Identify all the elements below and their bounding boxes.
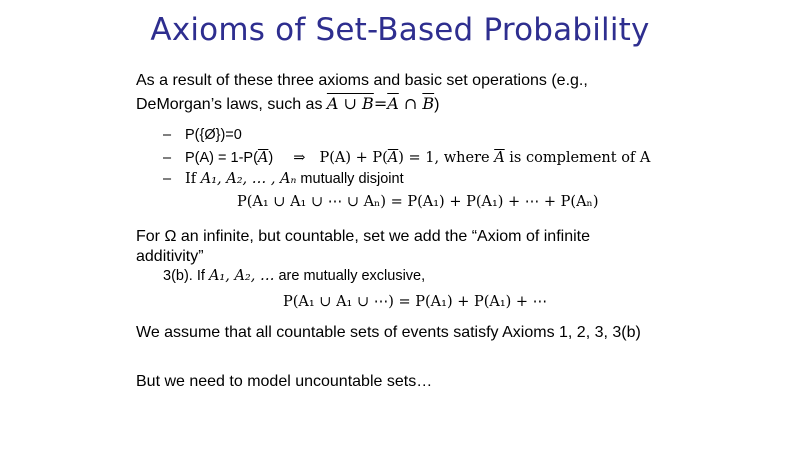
uncountable-line: But we need to model uncountable sets… [136, 373, 433, 390]
finite-additivity-formula: P(A₁ ∪ A₁ ∪ ⋯ ∪ Aₙ) = P(A₁) + P(A₁) + ⋯ + P(Aₙ) [237, 194, 599, 210]
axiom-3b [163, 268, 425, 284]
bullet-dash: – [163, 171, 172, 187]
bullet-empty-set [163, 127, 242, 143]
axiom-3b-suffix: are mutually exclusive, [274, 268, 426, 284]
intro-line-2-suffix: ) [434, 96, 440, 113]
infinite-additivity-formula: P(A₁ ∪ A₁ ∪ ⋯) = P(A₁) + P(A₁) + ⋯ [283, 294, 548, 310]
bullet-complement-text: P(A) = 1-P( [185, 150, 258, 166]
bullet-disjoint-if: If [185, 171, 201, 187]
intro-line-1: As a result of these three axioms and basic set operations (e.g., [136, 72, 588, 89]
demorgan-formula: A ∪ $B=\overline{A}$ ∩ $\overline{B}$ [326, 94, 435, 113]
axiom-3b-sets: A₁, A₂, … [208, 268, 275, 284]
countable-line-2: additivity” [136, 248, 204, 265]
countable-line-1: For Ω an infinite, but countable, set we add the “Axiom of infinite [136, 228, 590, 245]
complement-formula: $P(A) + P(\overline{A}) = 1$, where $\overline{A}$ is complement of A [319, 150, 651, 166]
intro-line-2 [136, 93, 439, 116]
slide-title: Axioms of Set-Based Probability [150, 12, 650, 48]
bullet-complement: – $P(A) = 1-P(\overline{A})$ ⇒ $P(A) + P(\overline{A}) = 1$, where $\overline{A}$ is complement of A [163, 150, 651, 166]
bullet-dash: – [163, 127, 172, 143]
a-bar-symbol: $\overline{A}$ [257, 150, 269, 166]
implies-icon: ⇒ [293, 150, 306, 166]
bullet-dash: – [163, 150, 172, 166]
bullet-empty-set-text: P({Ø})=0 [185, 127, 242, 143]
assume-line: We assume that all countable sets of events satisfy Axioms 1, 2, 3, 3(b) [136, 324, 641, 341]
bullet-disjoint-text: mutually disjoint [296, 171, 404, 187]
intro-line-2-prefix: DeMorgan’s laws, such as [136, 96, 327, 113]
disjoint-sets: A₁, A₂, … , Aₙ [200, 171, 297, 187]
bullet-disjoint [163, 171, 404, 187]
axiom-3b-prefix: 3(b). If [163, 268, 209, 284]
